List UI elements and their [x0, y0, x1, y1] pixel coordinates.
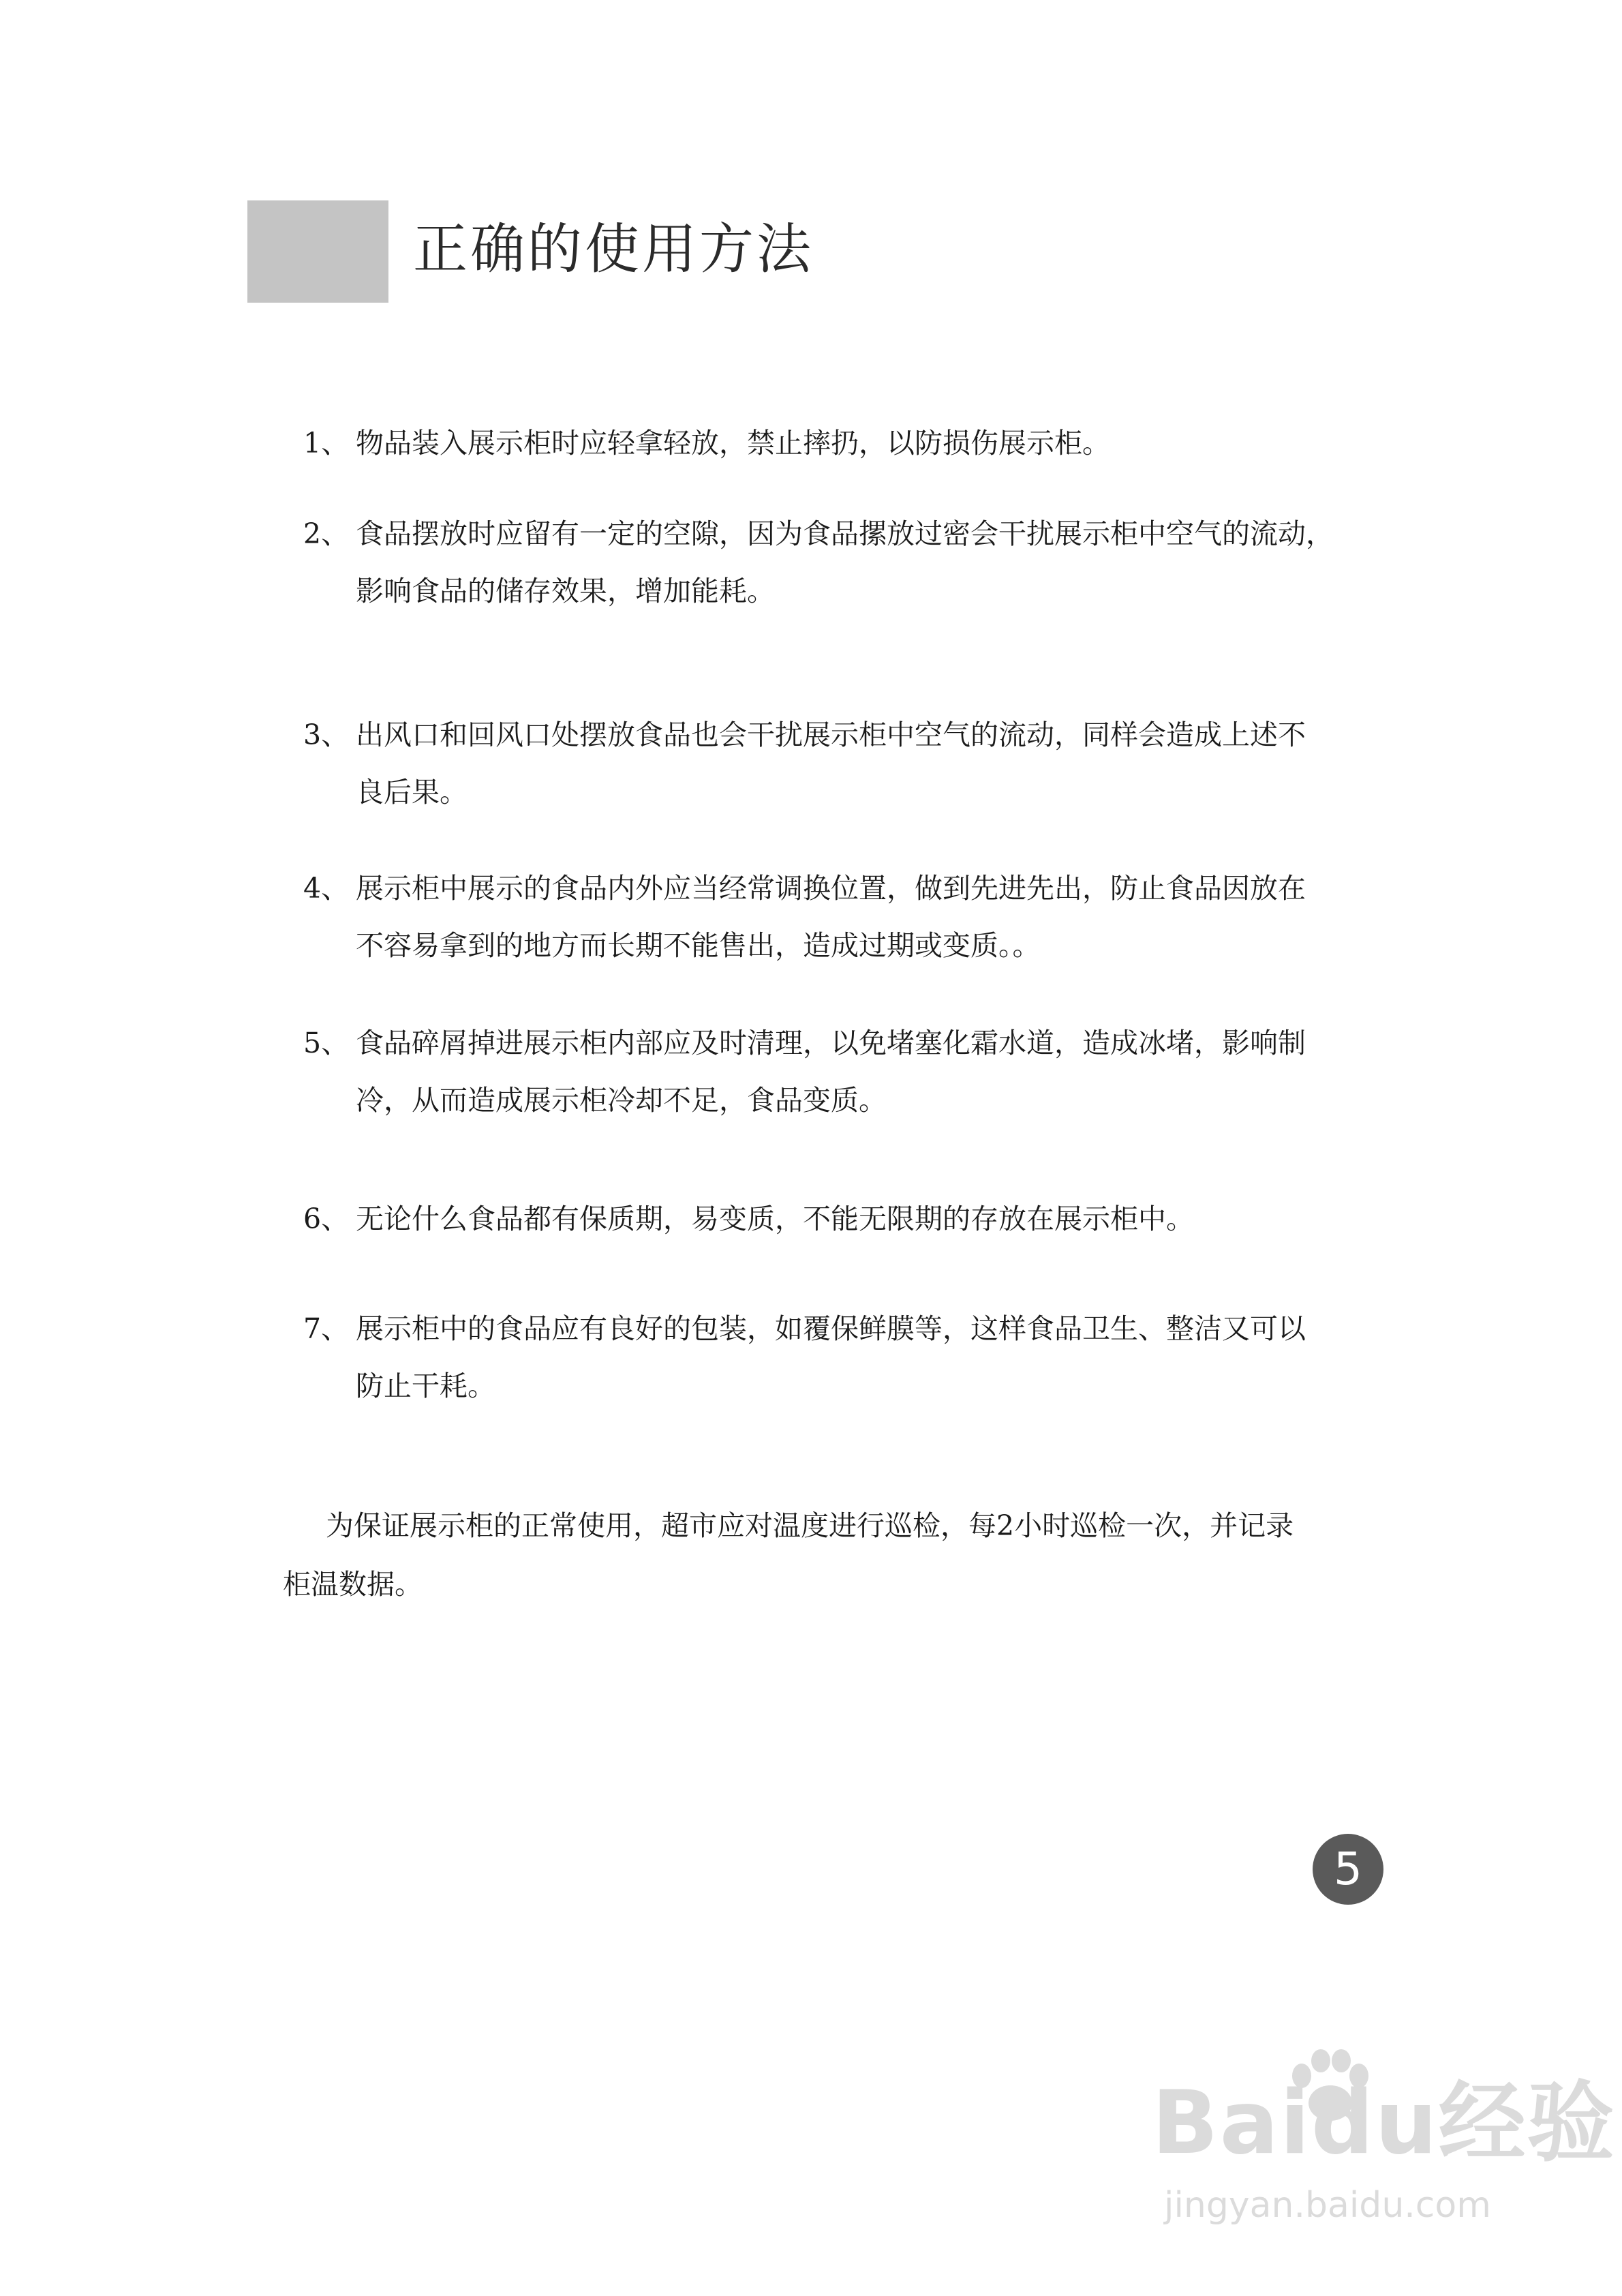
item-text-continued: 良后果。 [356, 776, 468, 809]
item-text-continued: 影响食品的储存效果，增加能耗。 [356, 575, 775, 607]
list-item [303, 860, 1394, 974]
note-line: 柜温数据。 [283, 1568, 423, 1601]
item-number: 5、 [303, 1027, 350, 1059]
list-item [303, 505, 1394, 620]
item-number: 7、 [303, 1312, 350, 1345]
item-text: 出风口和回风口处摆放食品也会干扰展示柜中空气的流动，同样会造成上述不 [356, 719, 1306, 751]
item-text: 物品装入展示柜时应轻拿轻放，禁止摔扔，以防损伤展示柜。 [356, 427, 1110, 459]
note-line: 为保证展示柜的正常使用，超市应对温度进行巡检，每2小时巡检一次，并记录 [326, 1509, 1294, 1542]
item-number: 6、 [303, 1203, 350, 1235]
baidu-logo: Baidu经验 [1152, 2072, 1616, 2174]
item-text-continued: 冷，从而造成展示柜冷却不足，食品变质。 [356, 1084, 887, 1117]
list-item [303, 706, 1394, 821]
closing-note [283, 1496, 1373, 1614]
page-title: 正确的使用方法 [413, 217, 814, 281]
title-block [247, 200, 388, 303]
item-number: 3、 [303, 719, 350, 751]
item-text-continued: 防止干耗。 [356, 1370, 495, 1402]
page-number: 5 [1313, 1834, 1383, 1905]
item-text: 无论什么食品都有保质期，易变质，不能无限期的存放在展示柜中。 [356, 1203, 1194, 1235]
item-text: 食品摆放时应留有一定的空隙，因为食品摞放过密会干扰展示柜中空气的流动， [356, 517, 1334, 550]
list-item [303, 414, 1394, 472]
item-text: 展示柜中的食品应有良好的包装，如覆保鲜膜等，这样食品卫生、整洁又可以 [356, 1312, 1306, 1345]
item-text-continued: 不容易拿到的地方而长期不能售出，造成过期或变质。。 [356, 929, 1041, 962]
list-item [303, 1190, 1394, 1248]
item-number: 2、 [303, 517, 350, 550]
watermark [1152, 2049, 1616, 2253]
item-text: 展示柜中展示的食品内外应当经常调换位置，做到先进先出，防止食品因放在 [356, 872, 1306, 905]
list-item [303, 1300, 1394, 1415]
watermark-url: jingyan.baidu.com [1164, 2185, 1491, 2226]
item-number: 4、 [303, 872, 350, 905]
item-text: 食品碎屑掉进展示柜内部应及时清理，以免堵塞化霜水道，造成冰堵，影响制 [356, 1027, 1306, 1059]
list-item [303, 1014, 1394, 1129]
item-number: 1、 [303, 427, 350, 459]
